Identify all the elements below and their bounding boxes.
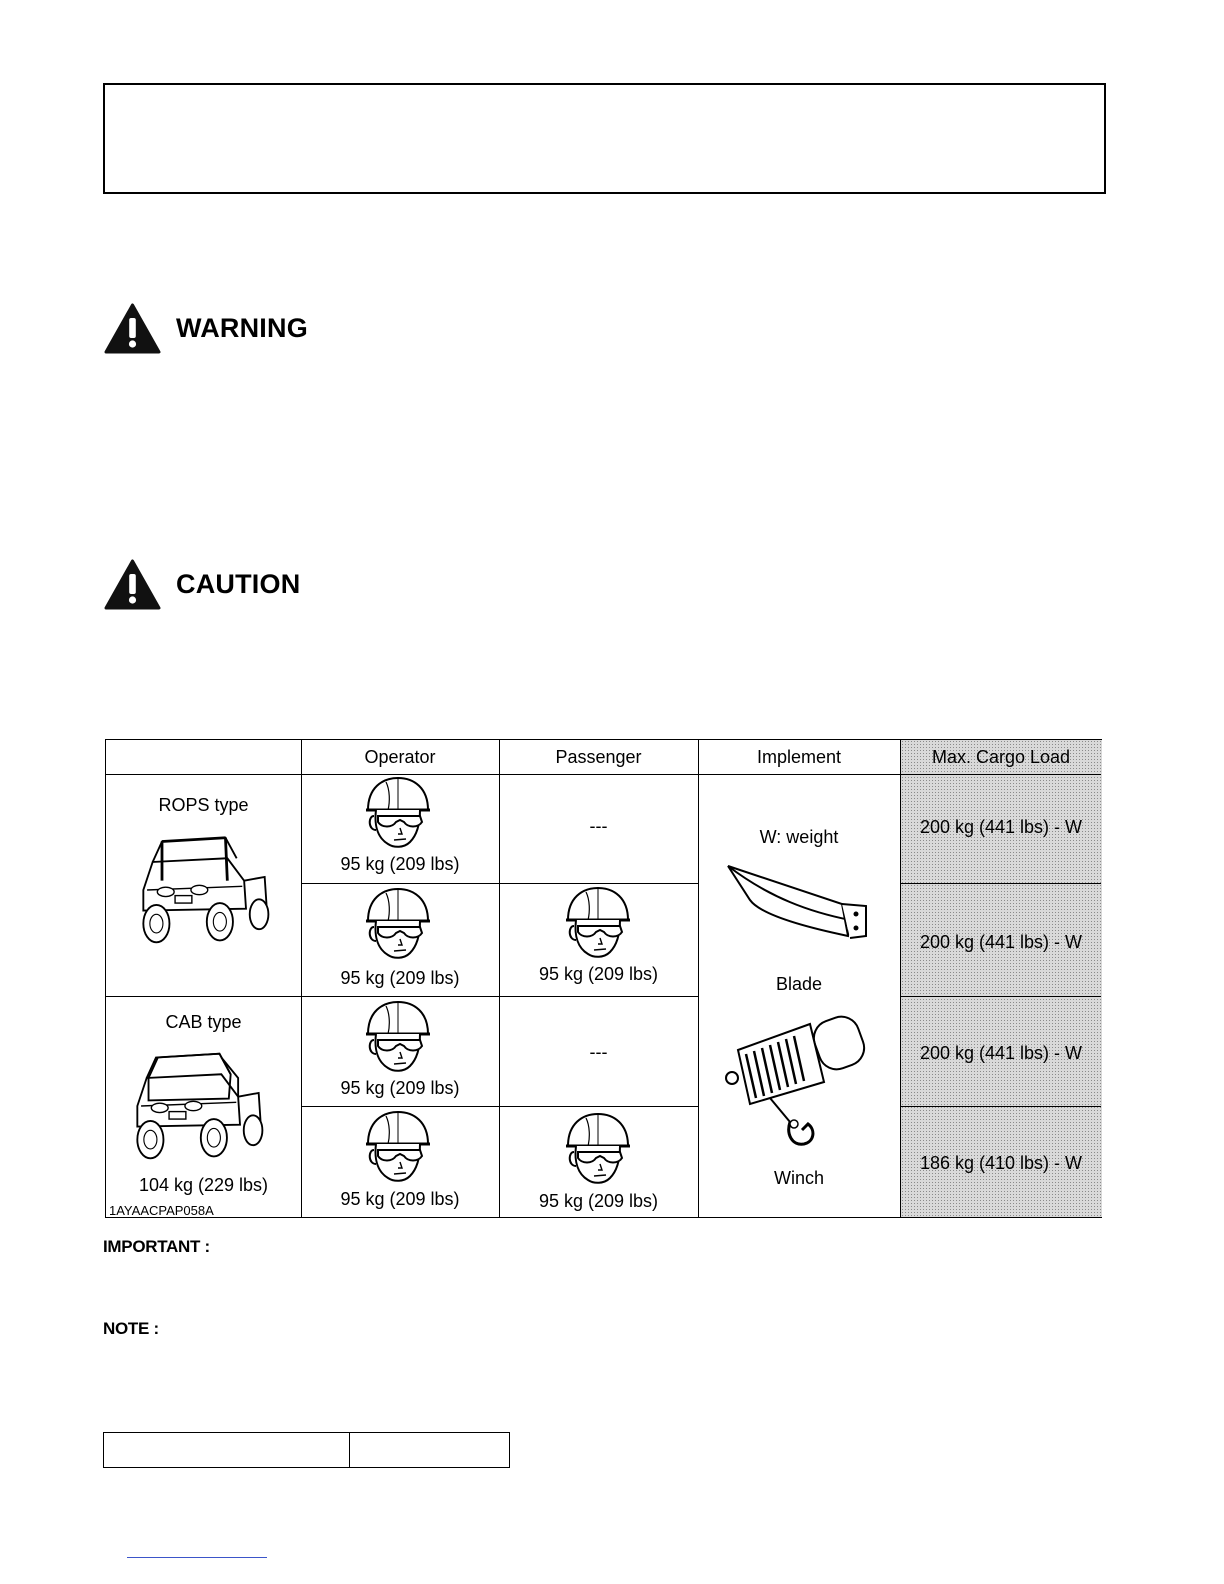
passenger-weight: 95 kg (209 lbs) <box>538 964 659 984</box>
passenger-helmet-icon <box>564 1112 632 1186</box>
caution-triangle-icon <box>104 559 161 610</box>
important-label: IMPORTANT : <box>103 1237 210 1256</box>
cab-type-label: CAB type <box>165 1012 242 1032</box>
max-cargo-load-value: 200 kg (441 lbs) - W <box>919 932 1083 952</box>
implement-weight-label: W: weight <box>759 827 839 847</box>
operator-weight: 95 kg (209 lbs) <box>340 1078 460 1098</box>
warning-triangle-icon <box>104 303 161 354</box>
operator-weight: 95 kg (209 lbs) <box>340 968 460 988</box>
warning-label: WARNING <box>176 313 308 343</box>
note-label: NOTE : <box>103 1319 159 1338</box>
warning-heading <box>104 303 308 354</box>
header-implement: Implement <box>756 746 842 767</box>
header-passenger: Passenger <box>555 746 642 767</box>
passenger-weight: 95 kg (209 lbs) <box>538 1191 659 1211</box>
cab-weight: 104 kg (229 lbs) <box>138 1175 269 1195</box>
max-cargo-load-value: 186 kg (410 lbs) - W <box>919 1153 1083 1173</box>
load-capacity-table <box>105 739 1102 1218</box>
passenger-helmet-icon <box>564 886 632 960</box>
header-max-cargo-load: Max. Cargo Load <box>931 746 1071 767</box>
header-operator: Operator <box>364 746 436 767</box>
footer-link[interactable] <box>127 1557 267 1558</box>
caution-label: CAUTION <box>176 569 301 599</box>
operator-helmet-icon <box>364 887 432 961</box>
winch-label: Winch <box>773 1168 824 1188</box>
bottom-table <box>103 1432 510 1468</box>
operator-weight: 95 kg (209 lbs) <box>340 854 460 874</box>
operator-weight: 95 kg (209 lbs) <box>340 1189 460 1209</box>
figure-code: 1AYAACPAP058A <box>109 1203 214 1218</box>
no-passenger: --- <box>589 816 608 836</box>
blade-illustration <box>720 860 870 966</box>
operator-helmet-icon <box>364 776 432 850</box>
cab-vehicle-illustration <box>128 1036 268 1176</box>
blade-label: Blade <box>775 974 823 994</box>
rops-type-label: ROPS type <box>158 795 249 815</box>
rops-vehicle-illustration <box>134 820 274 960</box>
header-box <box>103 83 1106 194</box>
operator-helmet-icon <box>364 1110 432 1184</box>
winch-illustration <box>720 1012 870 1162</box>
max-cargo-load-value: 200 kg (441 lbs) - W <box>919 1043 1083 1063</box>
no-passenger: --- <box>589 1042 608 1062</box>
operator-helmet-icon <box>364 1000 432 1074</box>
max-cargo-load-value: 200 kg (441 lbs) - W <box>919 817 1083 837</box>
caution-heading <box>104 559 300 610</box>
max-cargo-column-shade <box>901 740 1102 1217</box>
